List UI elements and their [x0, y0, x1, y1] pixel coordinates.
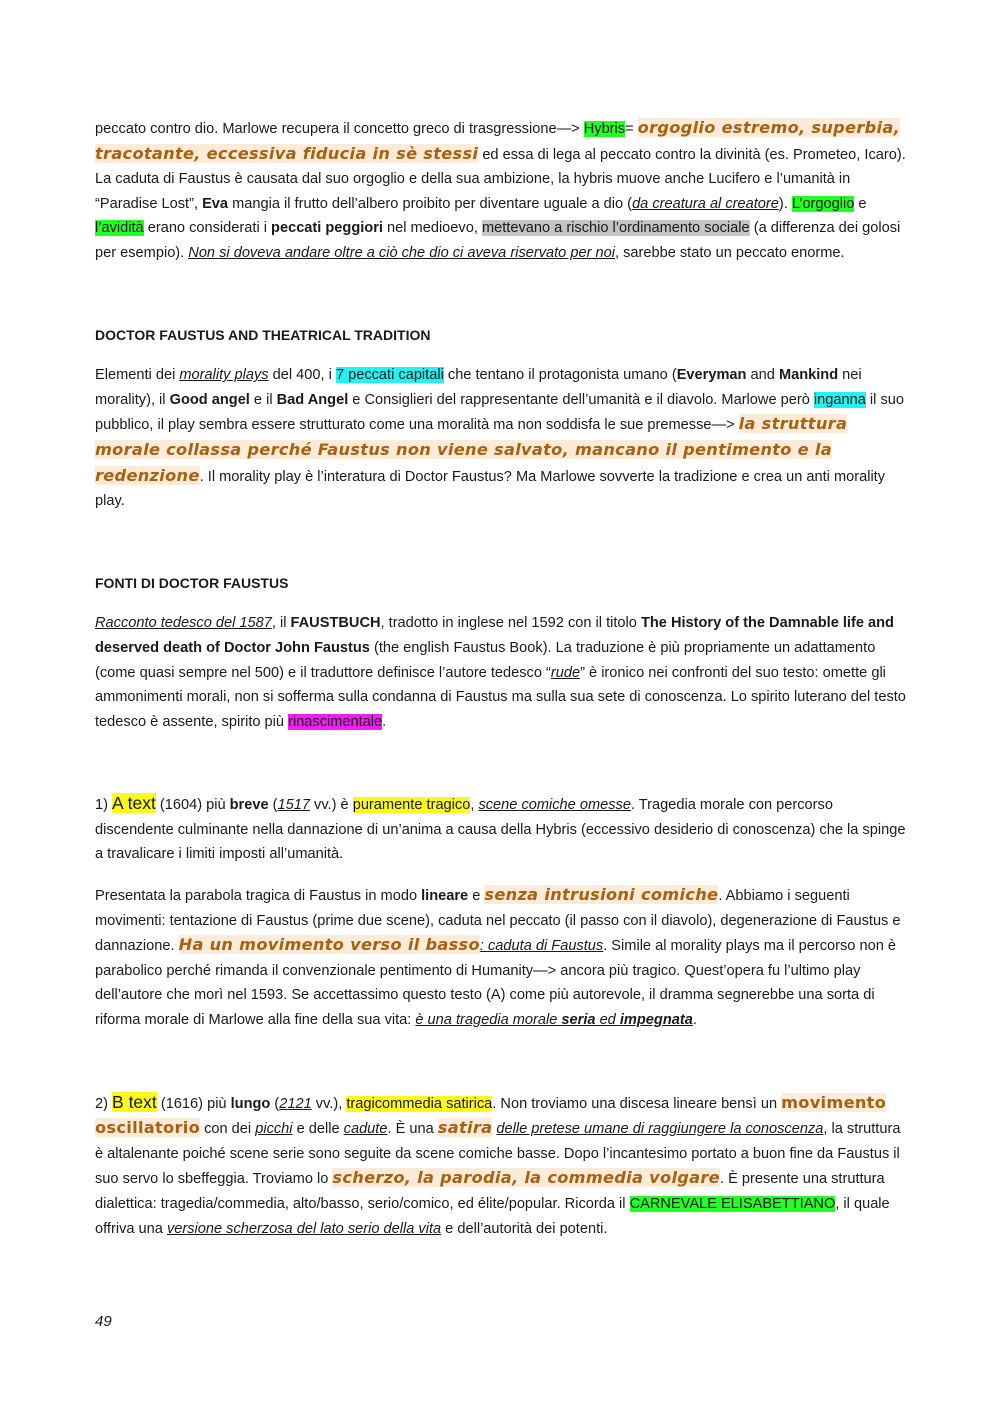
text-run: .	[382, 713, 387, 730]
italic-underlined-text: Non si doveva andare oltre a ciò che dio ci aveva riservato per noi	[188, 244, 615, 261]
text-run: (1616) più	[156, 1095, 231, 1112]
emphasis-text: satira	[437, 1118, 493, 1138]
page-number: 49	[95, 1313, 112, 1330]
paragraph-morality-plays	[95, 363, 907, 514]
highlight-cyan: 7 peccati capitali	[335, 367, 444, 384]
emphasis-text: la struttura morale collassa perché Faustus non viene salvato, mancano il pentimento e la redenzione	[95, 414, 848, 485]
text-run: e	[854, 195, 867, 212]
bold-italic-underlined-text: impegnata	[619, 1012, 693, 1029]
emphasis-text: orgoglio estremo, superbia, tracotante, eccessiva fiducia in sè stessi	[95, 118, 901, 163]
text-run: , la struttura è altalenante poiché scene serie sono seguite da scene comiche basse. Dopo l’incantesimo portato a buon fine da Faustus il suo servo lo sbeffeggia. Troviamo lo	[95, 1121, 901, 1188]
highlight-cyan: inganna	[813, 391, 866, 408]
paragraph-a-text	[95, 791, 907, 867]
highlight-green: l’avidità	[95, 220, 144, 237]
text-run: . Il morality play è l’interatura di Doctor Faustus? Ma Marlowe sovverte la tradizione e crea un anti morality play.	[95, 468, 886, 510]
paragraph-faustbuch	[95, 611, 907, 734]
text-run: vv.) è	[309, 797, 353, 814]
emphasis-text: scherzo, la parodia, la commedia volgare	[332, 1168, 720, 1188]
bold-text: Eva	[202, 195, 229, 212]
italic-underlined-text: picchi	[255, 1121, 293, 1138]
text-run: con dei	[200, 1121, 256, 1138]
highlight-green: L’orgoglio	[791, 195, 855, 212]
bold-text: lungo	[230, 1095, 271, 1112]
text-run: 1)	[95, 797, 113, 814]
text-run: vv.),	[311, 1095, 347, 1112]
text-run: e dell’autorità dei potenti.	[441, 1220, 608, 1237]
text-run: , sarebbe stato un peccato enorme.	[614, 244, 845, 261]
paragraph-hybris	[95, 116, 907, 266]
text-run: , il	[271, 615, 291, 632]
text-run: . È presente una struttura dialettica: tragedia/commedia, alto/basso, serio/comico, ed élite/popular. Ricorda il	[95, 1171, 885, 1212]
text-run: . Non troviamo una discesa lineare bensì un	[492, 1095, 782, 1112]
highlight-magenta: rinascimentale	[288, 713, 383, 730]
bold-text: Bad Angel	[276, 391, 349, 408]
text-run: (1604) più	[155, 797, 230, 814]
italic-underlined-text: ed	[595, 1012, 620, 1029]
bold-text: FAUSTBUCH	[290, 615, 381, 632]
text-run: , il quale offriva una	[95, 1196, 890, 1237]
text-run: del 400, i	[268, 367, 336, 384]
text-run: , tradotto in inglese nel 1592 con il titolo	[380, 615, 641, 632]
text-run: ).	[778, 195, 792, 212]
text-run: ed essa di lega al peccato contro la divinità (es. Prometeo, Icaro). La caduta di Faustus è causata dal suo orgoglio e della sua ambizione, la hybris muove anche Lucifero e l’umanità in “Paradise Lost”,	[95, 146, 906, 212]
text-run: 2)	[95, 1095, 113, 1112]
bold-text: lineare	[421, 888, 469, 905]
text-run: (	[268, 797, 278, 814]
highlight-yellow: B text	[112, 1091, 157, 1112]
text-run: mangia il frutto dell’albero proibito per diventare uguale a dio (	[228, 195, 633, 212]
section-heading-fonti: FONTI DI DOCTOR FAUSTUS	[95, 574, 289, 591]
text-run: e il	[249, 391, 277, 408]
italic-underlined-text: : caduta di Faustus	[479, 938, 604, 955]
text-run: e	[468, 888, 485, 905]
text-run: erano considerati i	[143, 220, 272, 237]
page-body	[95, 116, 907, 1241]
text-run: il suo pubblico, il play sembra essere strutturato come una moralità ma non soddisfa le sue premesse—>	[95, 391, 904, 434]
section-heading-theatrical-tradition: DOCTOR FAUSTUS AND THEATRICAL TRADITION	[95, 326, 431, 343]
emphasis-text: senza intrusioni comiche	[484, 885, 719, 905]
paragraph-parabola	[95, 883, 907, 1033]
paragraph-b-text	[95, 1090, 907, 1242]
text-run: Presentata la parabola tragica di Faustus in modo	[95, 888, 422, 905]
italic-underlined-text: rude	[550, 664, 581, 681]
text-run: nei morality), il	[95, 367, 862, 408]
text-run: e Consiglieri del rappresentante dell’umanità e il diavolo. Marlowe però	[348, 391, 814, 408]
text-run: . È una	[387, 1121, 438, 1138]
bold-text: The History of the Damnable life and deserved death of Doctor John Faustus	[95, 615, 894, 656]
highlight-yellow: tragicommedia satirica	[346, 1095, 493, 1112]
text-run: Elementi dei	[95, 367, 180, 384]
text-run: . Tragedia morale con percorso discendente culminante nella dannazione di un’anima a causa della Hybris (eccessivo desiderio di conoscenza) che la spinge a travalicare i limiti imposti all’umanità.	[95, 797, 906, 863]
bold-text: peccati peggiori	[271, 220, 383, 237]
highlight-yellow: puramente tragico	[352, 797, 471, 814]
text-run: =	[625, 121, 638, 137]
italic-underlined-text: morality plays	[179, 367, 269, 384]
italic-underlined-text: versione scherzosa del lato serio della vita	[166, 1220, 442, 1237]
bold-text: Mankind	[778, 367, 839, 384]
text-run: (a differenza dei golosi per esempio).	[95, 220, 901, 261]
italic-underlined-text: è una tragedia morale	[415, 1012, 562, 1029]
text-run: (	[270, 1095, 280, 1112]
italic-underlined-text: scene comiche omesse	[478, 797, 631, 814]
bold-text: Good angel	[169, 391, 250, 408]
highlight-green: Hybris	[583, 121, 626, 137]
bold-text: Everyman	[676, 367, 747, 384]
highlight-green: CARNEVALE ELISABETTIANO	[629, 1196, 836, 1212]
text-run: peccato contro dio. Marlowe recupera il concetto greco di trasgressione—>	[95, 121, 584, 137]
text-run: (the english Faustus Book). La traduzione è più propriamente un adattamento (come quasi sempre nel 500) e il traduttore definisce l’autore tedesco “	[95, 639, 876, 681]
highlight-gray: mettevano a rischio l’ordinamento sociale	[481, 220, 750, 237]
italic-underlined-text: cadute	[343, 1121, 388, 1138]
text-run: che tentano il protagonista umano (	[443, 367, 677, 384]
italic-underlined-text: delle pretese umane di raggiungere la conoscenza	[496, 1121, 824, 1138]
italic-underlined-text: Racconto tedesco del 1587	[95, 615, 272, 632]
text-run: ” è ironico nei confronti del suo testo: omette gli ammonimenti morali, non si sofferma sulla condanna di Faustus ma sulla sua sete di conoscenza. Lo spirito luterano del testo tedesco è assente, spirito più	[95, 664, 906, 730]
bold-italic-underlined-text: seria	[561, 1012, 596, 1029]
emphasis-text: Ha un movimento verso il basso	[178, 935, 480, 955]
text-run: nel medioevo,	[382, 220, 482, 237]
text-run: e delle	[292, 1121, 344, 1138]
text-run: . Abbiamo i seguenti movimenti: tentazione di Faustus (prime due scene), caduta nel peccato (il passo con il diavolo), degenerazione di Faustus e dannazione.	[95, 888, 901, 955]
text-run: . Simile al morality plays ma il percorso non è parabolico perché rimanda il convenzionale pentimento di Humanity—> ancora più tragico. Quest’opera fu l’ultimo play dell’autore che morì nel 1593. Se accettassimo questo testo (A) come più autorevole, il dramma segnerebbe una sorta di riforma morale di Marlowe alla fine della sua vita:	[95, 938, 896, 1029]
emphasis-text: movimento oscillatorio	[95, 1092, 887, 1138]
bold-text: breve	[229, 797, 269, 814]
text-run: ,	[470, 797, 479, 814]
italic-underlined-text: 1517	[277, 797, 310, 814]
text-run: .	[692, 1012, 697, 1029]
italic-underlined-text: da creatura al creatore	[632, 195, 779, 212]
text-run: and	[746, 367, 779, 384]
highlight-yellow: A text	[112, 793, 156, 814]
italic-underlined-text: 2121	[279, 1095, 312, 1112]
